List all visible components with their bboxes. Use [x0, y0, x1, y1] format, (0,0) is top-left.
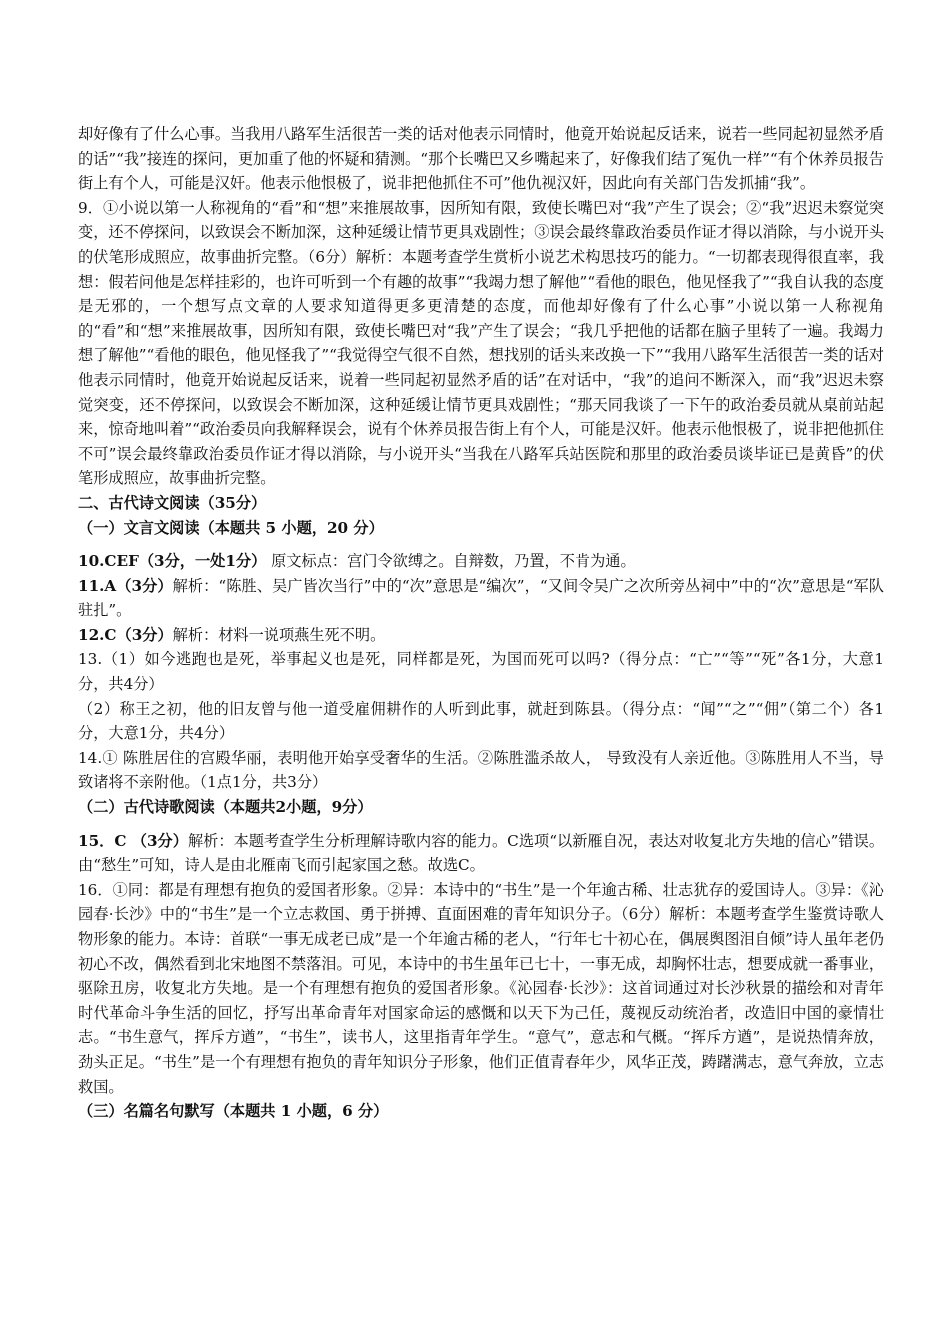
q13-part2: （2）称王之初，他的旧友曾与他一道受雇佣耕作的人听到此事，就赶到陈县。（得分点：“闻”“之”“佣”（第二个）各1分，大意1分，共4分） [78, 699, 884, 743]
q14-answer: 14.① 陈胜居住的宫殿华丽，表明他开始享受奢华的生活。②陈胜滥杀故人， 导致没有人亲近他。③陈胜用人不当，导致诸将不亲附他。（1点1分，共3分） [78, 748, 884, 792]
q16-answer: 16．①同：都是有理想有抱负的爱国者形象。②异：本诗中的“书生”是一个年逾古稀、壮志犹存的爱国诗人。③异：《沁园春·长沙》中的“书生”是一个立志救国、勇于拼搏、直面困难的青年知识分子。（6分）解析：本题考查学生鉴赏诗歌人物形象的能力。本诗：首联“一事无成老已成”是一个年逾古稀的老人，“行年七十初心在，偶展舆图泪自倾”诗人虽年老仍初心不改，偶然看到北宋地图不禁落泪。可见，本诗中的书生虽年已七十，一事无成，却胸怀壮志，想要成就一番事业，驱除丑房，收复北方失地。是一个有理想有抱负的爱国者形象。《沁园春·长沙》：这首词通过对长沙秋景的描绘和对青年时代革命斗争生活的回忆，抒写出革命青年对国家命运的感慨和以天下为己任，蔑视反动统治者，改造旧中国的豪情壮志。“书生意气，挥斥方遒”，“书生”，读书人，这里指青年学生。“意气”，意志和气概。“挥斥方遒”，是说热情奔放，劲头正足。“书生”是一个有理想有抱负的青年知识分子形象，他们正值青春年少，风华正茂，踌躇满志，意气奔放，立志救国。 [78, 880, 884, 1096]
q12-key: 12.C（3分） [78, 625, 173, 644]
q11-answer [78, 574, 884, 623]
q11-key: 11.A（3分） [78, 576, 173, 595]
q12-answer [78, 623, 884, 648]
q15-analysis: 解析：本题考查学生分析理解诗歌内容的能力。C选项“以新雁自况，表达对收复北方失地的信心”错误。由“愁生”可知，诗人是由北雁南飞而引起家国之愁。故选C。 [78, 831, 885, 875]
famous-lines-heading: （三）名篇名句默写（本题共 1 小题，6 分） [78, 1102, 389, 1121]
q15-key: 15．C （3分） [78, 831, 188, 850]
section2-heading: 二、古代诗文阅读（35分） [78, 493, 267, 512]
q13-part1: 13.（1）如今逃跑也是死，举事起义也是死，同样都是死，为国而死可以吗?（得分点：“亡”“等”“死”各1分，大意1分，共4分） [78, 650, 884, 694]
q10-answer [78, 549, 884, 574]
classical-poetry-heading: （二）古代诗歌阅读（本题共2小题，9分） [78, 798, 373, 817]
q9-answer: 9．①小说以第一人称视角的“看”和“想”来推展故事，因所知有限，致使长嘴巴对“我”产生了误会；②“我”迟迟未察觉突变，还不停探问，以致误会不断加深，这种延缓让情节更具戏剧性；③误会最终靠政治委员作证才得以消除，与小说开头的伏笔形成照应，故事曲折完整。（6分）解析：本题考查学生赏析小说艺术构思技巧的能力。“一切都表现得很直率，我想：假若问他是怎样挂彩的，也许可听到一个有趣的故事”“我竭力想了解他”“看他的眼色，他见怪我了”“我自认我的态度是无邪的，一个想写点文章的人要求知道得更多更清楚的态度，而他却好像有了什么心事”小说以第一人称视角的“看”和“想”来推展故事，因所知有限，致使长嘴巴对“我”产生了误会；“我几乎把他的话都在脑子里转了一遍。我竭力想了解他”“看他的眼色，他见怪我了”“我觉得空气很不自然，想找别的话头来改换一下”“我用八路军生活很苦一类的话对他表示同情时，他竟开始说起反话来，说着一些同起初显然矛盾的话”在对话中，“我”的追问不断深入，而“我”迟迟未察觉突变，还不停探问，以致误会不断加深，这种延缓让情节更具戏剧性；“那天同我谈了一下午的政治委员就从桌前站起来，惊奇地叫着”“政治委员向我解释误会，说有个休养员报告街上有个人，可能是汉奸。他表示他恨极了，说非把他抓住不可”误会最终靠政治委员作证才得以消除，与小说开头“当我在八路军兵站医院和那里的政治委员谈毕证已是黄昏”的伏笔形成照应，故事曲折完整。 [78, 198, 884, 488]
q10-key: 10.CEF（3分，一处1分） [78, 552, 267, 571]
q15-answer [78, 829, 884, 878]
q8-analysis-tail: 却好像有了什么心事。当我用八路军生活很苦一类的话对他表示同情时，他竟开始说起反话来，说若一些同起初显然矛盾的话”“我”接连的探问，更加重了他的怀疑和猜测。“那个长嘴巴又乡嘴起来了，好像我们结了冤仇一样”“有个休养员报告街上有个人，可能是汉奸。他表示他恨极了，说非把他抓住不可”他仇视汉奸，因此向有关部门告发抓捕“我”。 [78, 125, 884, 193]
q11-analysis: 解析：“陈胜、吴广皆次当行”中的“次”意思是“编次”，“又间令吴广之次所旁丛祠中”中的“次”意思是“军队驻扎”。 [78, 576, 884, 620]
classical-prose-heading: （一）文言文阅读（本题共 5 小题，20 分） [78, 518, 384, 537]
q10-analysis: 原文标点：宫门令欲缚之。自辩数，乃置，不肯为通。 [266, 552, 636, 571]
q12-analysis: 解析：材料一说项燕生死不明。 [172, 625, 386, 644]
answer-key-page [78, 122, 884, 1124]
